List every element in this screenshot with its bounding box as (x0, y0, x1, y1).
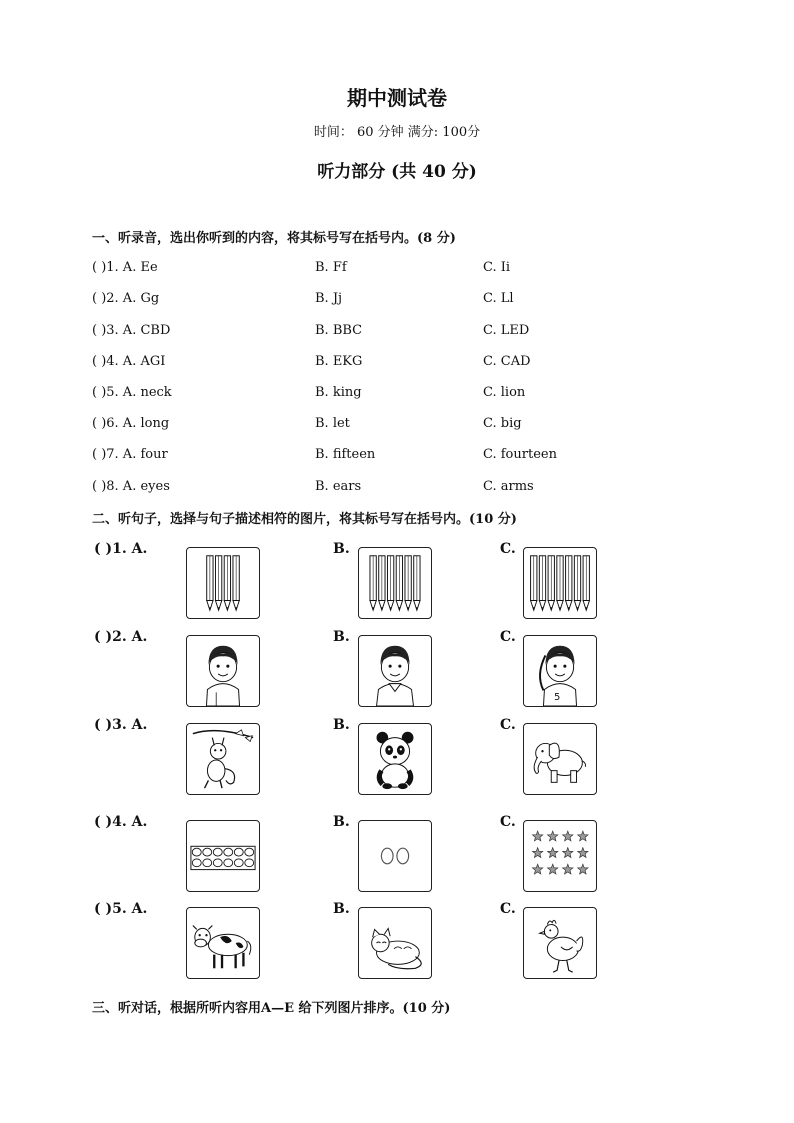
option-c: C. lion (483, 385, 526, 400)
option-c-label: C. (500, 717, 516, 733)
question-row (92, 354, 712, 372)
question-prefix: ( )3. A. CBD (92, 323, 171, 338)
question-row (92, 260, 712, 278)
question-row (92, 416, 712, 434)
question-label: ( )5. A. (94, 901, 148, 917)
option-b: B. ears (315, 479, 362, 494)
question-prefix: ( )8. A. eyes (92, 479, 170, 494)
pencils-7-picture (523, 547, 597, 619)
pencils-6-picture (358, 547, 432, 619)
option-b-label: B. (333, 717, 350, 733)
picture-question-row (94, 901, 714, 979)
page-title: 期中测试卷 (347, 86, 447, 110)
option-c-label: C. (500, 629, 516, 645)
option-b-label: B. (333, 814, 350, 830)
svg-text:5: 5 (554, 692, 561, 704)
option-b: B. king (315, 385, 362, 400)
option-b: B. let (315, 416, 350, 431)
question-prefix: ( )4. A. AGI (92, 354, 166, 369)
picture-question-row (94, 541, 714, 619)
hen-picture (523, 907, 597, 979)
question-label: ( )1. A. (94, 541, 148, 557)
question-prefix: ( )6. A. long (92, 416, 170, 431)
option-b: B. Ff (315, 260, 347, 275)
option-c: C. LED (483, 323, 530, 338)
option-b: B. fifteen (315, 447, 376, 462)
twelve-stars-picture (523, 820, 597, 892)
picture-question-row (94, 717, 714, 795)
question-label: ( )2. A. (94, 629, 148, 645)
question-row (92, 479, 712, 497)
picture-question-row (94, 629, 714, 707)
cow-picture (186, 907, 260, 979)
pencils-4-picture (186, 547, 260, 619)
option-c: C. fourteen (483, 447, 557, 462)
monkey-picture (186, 723, 260, 795)
option-b: B. Jj (315, 291, 343, 306)
cat-picture (358, 907, 432, 979)
option-b: B. BBC (315, 323, 363, 338)
option-c-label: C. (500, 814, 516, 830)
question-label: ( )4. A. (94, 814, 148, 830)
section1-title: 一、听录音，选出你听到的内容，将其标号写在括号内。(8 分) (92, 231, 456, 246)
option-c: C. CAD (483, 354, 531, 369)
part-title: 听力部分 (共 40 分) (317, 162, 477, 182)
option-b-label: B. (333, 541, 350, 557)
question-row (92, 447, 712, 465)
question-prefix: ( )7. A. four (92, 447, 168, 462)
option-c-label: C. (500, 901, 516, 917)
two-eggs-picture (358, 820, 432, 892)
question-row (92, 385, 712, 403)
boy-shirt-picture (358, 635, 432, 707)
egg-tray-picture (186, 820, 260, 892)
boy-smiling-picture (186, 635, 260, 707)
option-c: C. arms (483, 479, 534, 494)
question-label: ( )3. A. (94, 717, 148, 733)
panda-picture (358, 723, 432, 795)
option-c: C. Ll (483, 291, 514, 306)
section3-title: 三、听对话，根据所听内容用A—E 给下列图片排序。(10 分) (92, 1001, 451, 1016)
option-b-label: B. (333, 629, 350, 645)
elephant-picture (523, 723, 597, 795)
option-b-label: B. (333, 901, 350, 917)
option-c: C. Ii (483, 260, 511, 275)
option-b: B. EKG (315, 354, 363, 369)
question-row (92, 291, 712, 309)
option-c-label: C. (500, 541, 516, 557)
boy-waving-picture (523, 635, 597, 707)
time-score-line: 时间： 60 分钟 满分: 100分 (313, 125, 481, 140)
question-row (92, 323, 712, 341)
question-prefix: ( )1. A. Ee (92, 260, 158, 275)
section2-title: 二、听句子，选择与句子描述相符的图片，将其标号写在括号内。(10 分) (92, 512, 517, 527)
question-prefix: ( )2. A. Gg (92, 291, 160, 306)
question-prefix: ( )5. A. neck (92, 385, 172, 400)
picture-question-row (94, 814, 714, 892)
option-c: C. big (483, 416, 522, 431)
